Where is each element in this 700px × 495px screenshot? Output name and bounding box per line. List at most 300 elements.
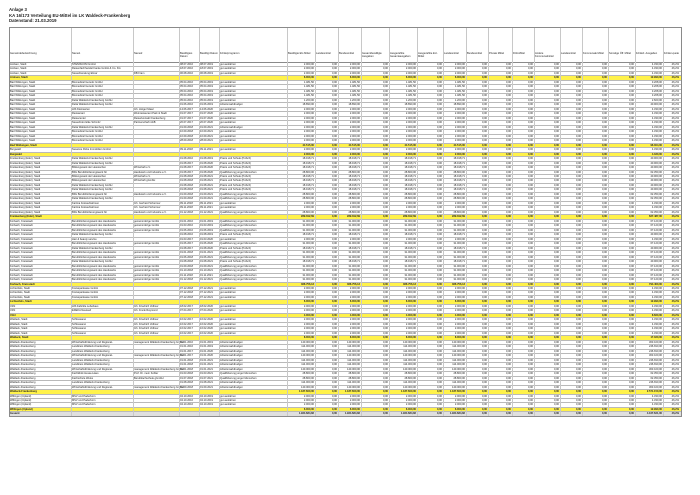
table-cell: 0,00 (575, 354, 581, 358)
table-cell: 2.000,00 (349, 125, 360, 129)
table-cell: 46,2% (671, 300, 679, 304)
table-cell: Lichtenfels, Stadt (10, 287, 30, 290)
table-cell: 2.000,00 (454, 139, 465, 143)
table-cell: 0,00 (505, 166, 511, 170)
table-cell: 0,00 (575, 327, 581, 331)
table-cell: 0,00 (575, 219, 581, 223)
table-cell: 0,00 (601, 313, 607, 317)
table-cell: 0,00 (527, 336, 533, 340)
table-cell: 0,00 (601, 336, 607, 340)
table-cell: 0,00 (601, 273, 607, 277)
table-cell: 0,00 (527, 291, 533, 295)
table-cell: 0,00 (628, 107, 634, 111)
table-cell: 4.000,00 (349, 313, 360, 317)
table-cell: 0,00 (382, 331, 388, 335)
table-cell: 0,00 (436, 336, 442, 340)
table-cell: 0,00 (382, 63, 388, 66)
table-cell: 2.000,00 (454, 206, 465, 210)
table-cell: 0,00 (575, 385, 581, 389)
table-cell: 09.11.2021 (200, 206, 213, 210)
table-cell: 46,2% (671, 340, 679, 344)
table-cell: 0,00 (436, 179, 442, 183)
table-cell: 01.01.2021 (200, 363, 213, 367)
table-cell: 46,2% (671, 385, 679, 389)
table-cell: 0,00 (481, 170, 487, 174)
table-cell: 0,00 (481, 179, 487, 183)
table-cell: 0,00 (505, 251, 511, 255)
table-cell: 0,00 (331, 385, 337, 389)
table-cell: 0,00 (481, 390, 487, 394)
table-cell: Handwerk und Industrie e.V. (134, 210, 167, 214)
table-cell: 0,00 (553, 143, 559, 147)
table-cell: 01.06.2019 (200, 228, 213, 232)
table-cell: 46,2% (671, 206, 679, 210)
table-cell: 0,00 (601, 349, 607, 353)
table-cell: 0,00 (575, 85, 581, 89)
table-cell: Waldeck, Stadt (10, 336, 29, 340)
table-cell: 2.000,00 (405, 201, 416, 205)
table-cell: Praxis und Schule (PuSch) (220, 166, 251, 170)
table-cell: 3.208,00 (651, 80, 662, 84)
table-cell: 0,00 (436, 89, 442, 93)
table-cell: 0,00 (601, 67, 607, 71)
table-cell: 8.000,00 (303, 336, 314, 340)
table-cell: Wirtschaft gGmbH (134, 179, 156, 183)
table-cell: 14.06.2017 (180, 107, 193, 111)
table-cell: 0,00 (527, 331, 533, 335)
table-cell: 0,00 (481, 349, 487, 353)
table-cell: 0,00 (436, 309, 442, 313)
table-cell: 0,00 (331, 192, 337, 196)
table-cell: 31.000,00 (404, 264, 416, 268)
table-cell: 0,00 (382, 237, 388, 241)
table-cell: Berufsförderungswerk des Handwerks (72, 224, 116, 228)
table-cell: 0,00 (436, 116, 442, 120)
table-cell: 17.320,00 (650, 336, 662, 340)
table-cell: 01.01.2017 (180, 349, 193, 353)
table-cell: 0,00 (331, 175, 337, 178)
table-cell: 2.000,00 (303, 152, 314, 156)
table-cell: 0,00 (481, 197, 487, 201)
table-cell: 0,00 (628, 63, 634, 66)
table-cell: 0,00 (505, 363, 511, 367)
table-cell: 01.03.2021 (200, 372, 213, 376)
table-cell: 46,2% (671, 354, 679, 358)
table-cell: 2.000,00 (454, 112, 465, 116)
table-cell: 0,00 (575, 412, 581, 416)
table-cell: 0,00 (436, 139, 442, 143)
table-cell: 0,00 (481, 354, 487, 358)
table-cell: 0,00 (382, 94, 388, 98)
table-cell: 0,00 (331, 219, 337, 223)
table-cell: 0,00 (331, 264, 337, 268)
table-cell: 46,2% (671, 170, 679, 174)
table-cell: 01.01.2016 (180, 219, 193, 223)
table-cell: 0,00 (553, 340, 559, 344)
table-cell: Bad Wildungen, Stadt (10, 107, 36, 111)
table-cell: 0,00 (331, 403, 337, 407)
table-cell: Korbach, Kreisstadt (10, 251, 33, 255)
table-cell: 1.200,00 (349, 98, 360, 102)
table-cell: 0,00 (481, 210, 487, 214)
table-cell: 07.12.2021 (200, 287, 213, 290)
table-cell: 18.918,71 (348, 161, 360, 165)
table-cell: Korbach, Kreisstadt (10, 228, 33, 232)
table-cell: 0,00 (628, 80, 634, 84)
table-cell: 1.924.684,82 (449, 412, 465, 416)
table-cell: 2.000,00 (454, 291, 465, 295)
table-cell: 0,00 (505, 273, 511, 277)
table-cell: 0,00 (481, 148, 487, 152)
table-cell: 05.04.2016 (180, 89, 193, 93)
table-cell: 0,00 (628, 304, 634, 308)
table-cell: 0,00 (575, 197, 581, 201)
table-cell: 0,00 (382, 71, 388, 75)
table-cell: Steuerbüro Elke Schmitz (72, 121, 101, 125)
table-cell: 6.000,00 (303, 76, 314, 80)
table-cell: 0,00 (436, 363, 442, 367)
table-cell: 2.000,00 (303, 327, 314, 331)
table-cell: gemeinnützige GmbH (134, 278, 160, 282)
table-cell: 0,00 (527, 345, 533, 349)
table-cell: 31.000,00 (404, 242, 416, 246)
table-cell: 0,00 (436, 354, 442, 358)
table-cell: 31.000,00 (453, 224, 465, 228)
table-cell: 0,00 (331, 242, 337, 246)
table-cell: 0,00 (331, 148, 337, 152)
table-cell: 04.10.2016 (180, 399, 193, 402)
table-cell: 0,00 (628, 295, 634, 299)
table-cell: 2.000,00 (303, 322, 314, 326)
table-cell: Korbach, Kreisstadt (10, 255, 33, 259)
table-cell: 1.481,50 (303, 85, 314, 89)
table-cell: 0,00 (628, 197, 634, 201)
table-cell: 0,00 (481, 188, 487, 192)
table-cell: 01.01.2019 (200, 345, 213, 349)
table-cell: Inh. Gerhard Schermer (134, 201, 161, 205)
table-cell: 0,00 (382, 300, 388, 304)
table-cell: 01.10.2021 (200, 269, 213, 273)
table-cell: 0,00 (575, 300, 581, 304)
table-cell: 46,2% (671, 175, 679, 178)
table-cell: 2.000,00 (454, 107, 465, 111)
table-cell: 0,00 (527, 282, 533, 286)
table-cell: Qualifizierung junger Menschen (220, 228, 257, 232)
table-cell: 1.481,50 (405, 85, 416, 89)
table-cell: 31.000,00 (302, 219, 314, 223)
table-cell: 0,00 (436, 278, 442, 282)
table-cell: 67.120,00 (650, 228, 662, 232)
table-cell: 0,00 (505, 125, 511, 129)
table-cell: 0,00 (436, 358, 442, 362)
table-cell: 46,2% (671, 264, 679, 268)
table-cell: 18.918,71 (348, 260, 360, 264)
table-cell: 0,00 (481, 264, 487, 268)
table-cell: 67.120,00 (650, 269, 662, 273)
table-cell: 0,00 (628, 85, 634, 89)
table-cell: 18.918,71 (302, 161, 314, 165)
table-cell: 18.918,71 (302, 183, 314, 187)
table-cell: 16.02.2017 (180, 318, 193, 322)
table-cell: 01.06.2016 (180, 103, 193, 107)
table-cell: 0,00 (628, 354, 634, 358)
table-cell: 0,00 (527, 197, 533, 201)
table-cell: 4.167.621,00 (646, 412, 662, 416)
table-cell: 0,00 (601, 179, 607, 183)
table-cell: 2.000,00 (454, 309, 465, 313)
column-header: Landesmittel (444, 52, 459, 55)
table-cell: 46,2% (671, 80, 679, 84)
table-cell: 2.000,00 (405, 304, 416, 308)
table-cell: 0,00 (481, 107, 487, 111)
table-cell: 114.000,00 (347, 345, 360, 349)
table-cell: 28.800,00 (453, 376, 465, 380)
table-cell: 12.990,00 (650, 300, 662, 304)
table-cell: 18.890,00 (453, 103, 465, 107)
table-cell: 4.330,00 (651, 399, 662, 402)
table-cell: 2.000,00 (405, 331, 416, 335)
table-cell: 0,00 (553, 161, 559, 165)
table-cell: 28.800,00 (348, 192, 360, 196)
table-cell: 0,00 (331, 152, 337, 156)
table-cell: 0,00 (331, 206, 337, 210)
table-cell: Berufsförderungswerk des Handwerks (72, 269, 116, 273)
table-cell: 0,00 (481, 233, 487, 237)
table-cell: Inh. Friedrich Vollmer (134, 318, 159, 322)
table-cell: 114.000,00 (347, 363, 360, 367)
table-cell: 0,00 (601, 318, 607, 322)
table-cell: 46,2% (671, 273, 679, 277)
table-cell: 0,00 (628, 143, 634, 147)
table-cell: 28.800,00 (404, 372, 416, 376)
table-cell: 0,00 (505, 157, 511, 161)
table-cell: 0,00 (505, 381, 511, 385)
table-cell: 0,00 (553, 381, 559, 385)
table-cell: 0,00 (628, 367, 634, 371)
table-cell: 0,00 (601, 183, 607, 187)
table-cell: 0,00 (601, 201, 607, 205)
table-cell: 0,00 (382, 282, 388, 286)
table-cell: 01.01.2018 (180, 251, 193, 255)
table-cell: 0,00 (382, 175, 388, 178)
table-cell: 0,00 (331, 291, 337, 295)
table-cell: 46,2% (671, 381, 679, 385)
table-cell: 18.918,71 (404, 157, 416, 161)
table-cell: gemeinnützige GmbH (134, 255, 160, 259)
table-cell: 09.11.2018 (180, 148, 193, 152)
table-cell: 0,00 (527, 89, 533, 93)
table-cell: Praxis und Schule (PuSch) (220, 233, 251, 237)
table-cell: 0,00 (628, 175, 634, 178)
table-cell: Lichtenfels, Stadt (10, 291, 30, 295)
table-cell: 140.000,00 (452, 354, 465, 358)
table-cell: 0,00 (382, 399, 388, 402)
table-cell: 0,00 (601, 125, 607, 129)
table-cell: 0,00 (575, 349, 581, 353)
table-cell: 01.08.2018 (180, 183, 193, 187)
table-cell: 0,00 (382, 139, 388, 143)
table-cell: 01.01.2018 (180, 358, 193, 362)
table-cell: HIS Fabrikle Lebehaus (72, 304, 99, 308)
table-cell: Arbeitsmarktbudget (220, 103, 243, 107)
table-cell: 67.120,00 (650, 255, 662, 259)
table-cell: 0,00 (575, 89, 581, 93)
table-cell: 2.000,00 (349, 139, 360, 143)
table-cell: 0,00 (331, 336, 337, 340)
table-cell: 0,00 (601, 63, 607, 66)
table-cell: Handwerk und Industrie e.V. (134, 170, 167, 174)
table-cell: 0,00 (575, 255, 581, 259)
table-cell: 0,00 (628, 67, 634, 71)
table-cell: gut ausfahren (220, 80, 236, 84)
table-cell: 0,00 (575, 206, 581, 210)
table-cell: 0,00 (601, 287, 607, 290)
table-cell: 0,00 (331, 278, 337, 282)
column-header: Andere Kommunalmittel (535, 52, 554, 58)
table-cell: 0,00 (505, 309, 511, 313)
table-cell: 0,00 (481, 367, 487, 371)
table-cell: 0,00 (436, 349, 442, 353)
table-cell: 0,00 (436, 197, 442, 201)
table-cell: 0,00 (481, 152, 487, 156)
table-cell: 0,00 (527, 201, 533, 205)
table-cell: 01.03.2016 (180, 224, 193, 228)
table-cell: 0,00 (505, 282, 511, 286)
table-cell: 31.000,00 (453, 255, 465, 259)
table-cell: 0,00 (527, 407, 533, 411)
table-cell: BFH Berufsförderungswerk für (72, 210, 108, 214)
table-cell: 0,00 (527, 237, 533, 241)
table-cell: 0,00 (481, 278, 487, 282)
table-cell: 31.000,00 (404, 278, 416, 282)
table-cell: Berufsförderungswerk des Handwerks (72, 228, 116, 232)
table-cell: 0,00 (481, 403, 487, 407)
table-cell: 0,00 (601, 260, 607, 264)
table-cell: 31.000,00 (302, 251, 314, 255)
table-cell: 0,00 (553, 349, 559, 353)
table-cell: 31.000,00 (302, 228, 314, 232)
table-cell: Hair & beauty service (72, 237, 97, 241)
table-cell: 0,00 (331, 107, 337, 111)
table-cell: 114.000,00 (403, 345, 416, 349)
table-cell: 46,2% (671, 309, 679, 313)
table-cell: 0,00 (382, 130, 388, 134)
table-cell: 2.000,00 (349, 107, 360, 111)
table-cell: 0,00 (382, 251, 388, 255)
table-cell: 46,2% (671, 157, 679, 161)
table-cell: Praxis und Schule (PuSch) (220, 179, 251, 183)
table-cell: 0,00 (575, 228, 581, 232)
table-cell: 0,00 (601, 228, 607, 232)
table-cell: 0,00 (436, 224, 442, 228)
table-cell: 44.515,00 (404, 143, 416, 147)
table-cell: 0,00 (505, 399, 511, 402)
table-cell: 31.000,00 (453, 269, 465, 273)
table-cell: Kartina Fotoaufnahmen (72, 201, 100, 205)
table-cell: 0,00 (601, 381, 607, 385)
table-cell: 0,00 (553, 318, 559, 322)
table-cell: 46,2% (671, 89, 679, 93)
table-cell: Qualifizierung junger Menschen (220, 376, 257, 380)
table-cell: 0,00 (481, 251, 487, 255)
table-cell: 46,2% (671, 219, 679, 223)
table-cell: Arolsen, Stadt (10, 63, 27, 66)
table-cell: 0,00 (505, 255, 511, 259)
table-cell: Vöhl (10, 309, 16, 313)
table-cell: 0,00 (553, 367, 559, 371)
table-cell: 0,00 (575, 63, 581, 66)
table-cell: 0,00 (331, 313, 337, 317)
column-header: Name1 (72, 52, 81, 55)
table-cell: 2.000,00 (303, 125, 314, 129)
table-cell: 0,00 (628, 300, 634, 304)
table-cell: 0,00 (575, 242, 581, 246)
table-cell: 01.01.2018 (180, 367, 193, 371)
table-cell: 0,00 (553, 130, 559, 134)
table-cell: 0,00 (628, 278, 634, 282)
table-cell: Qualifizierung junger Menschen (220, 170, 257, 174)
table-cell: STENISCOM GmbH (72, 63, 96, 66)
table-cell: 01.03.2019 (200, 224, 213, 228)
table-cell: 8.000,00 (349, 336, 360, 340)
table-cell: 0,00 (382, 403, 388, 407)
table-cell: 0,00 (331, 76, 337, 80)
table-cell: 0,00 (601, 219, 607, 223)
table-cell: 0,00 (436, 98, 442, 102)
table-cell: Praxis und Schule (PuSch) (220, 161, 251, 165)
table-cell: 0,00 (382, 89, 388, 93)
table-cell: Bad Wildungen, Stadt (10, 130, 36, 134)
table-cell: Praxis und Schule (PuSch) (220, 183, 251, 187)
table-cell: 0,00 (505, 278, 511, 282)
table-cell: 0,00 (481, 85, 487, 89)
table-cell: Frankenberg (Eder), Stadt (10, 166, 41, 170)
doc-data-date: Datenstand: 21.03.2019 (9, 18, 57, 23)
table-cell: 46,2% (671, 98, 679, 102)
table-cell: 0,00 (382, 242, 388, 246)
table-cell: Berufsförderungswerk des Handwerks (72, 264, 116, 268)
table-cell: BFH Berufsförderungswerk für (72, 192, 108, 196)
table-cell: 0,00 (575, 340, 581, 344)
table-cell: gut ausfahren (220, 287, 236, 290)
table-cell: 4.330,00 (651, 318, 662, 322)
table-cell: 140.000,00 (347, 340, 360, 344)
table-cell: 31.000,00 (453, 264, 465, 268)
table-cell: 18.07.2019 (200, 67, 213, 71)
table-cell: 0,00 (481, 269, 487, 273)
table-cell: Vöhl (10, 304, 16, 308)
table-cell: 2.000,00 (303, 67, 314, 71)
table-cell: 0,00 (628, 394, 634, 398)
table-cell: 0,00 (553, 206, 559, 210)
table-cell: 0,00 (436, 269, 442, 273)
table-cell: 0,00 (628, 152, 634, 156)
table-cell: 0,00 (481, 287, 487, 290)
table-cell: 14.06.2020 (200, 107, 213, 111)
table-cell: 4.330,00 (651, 287, 662, 290)
table-cell: 2.000,00 (454, 116, 465, 120)
table-cell: 0,00 (628, 385, 634, 389)
table-cell: Kreissparkasse GmbH (72, 287, 98, 290)
table-cell: 0,00 (481, 224, 487, 228)
table-cell: Waldeck-Frankenberg (10, 385, 36, 389)
table-cell: 0,00 (481, 157, 487, 161)
table-cell: 67.120,00 (650, 264, 662, 268)
table-cell: 6.000,00 (349, 76, 360, 80)
table-cell: 303.100,00 (649, 340, 662, 344)
table-cell: 0,00 (575, 98, 581, 102)
table-cell: Frankenberg (Eder), Stadt (10, 175, 41, 178)
